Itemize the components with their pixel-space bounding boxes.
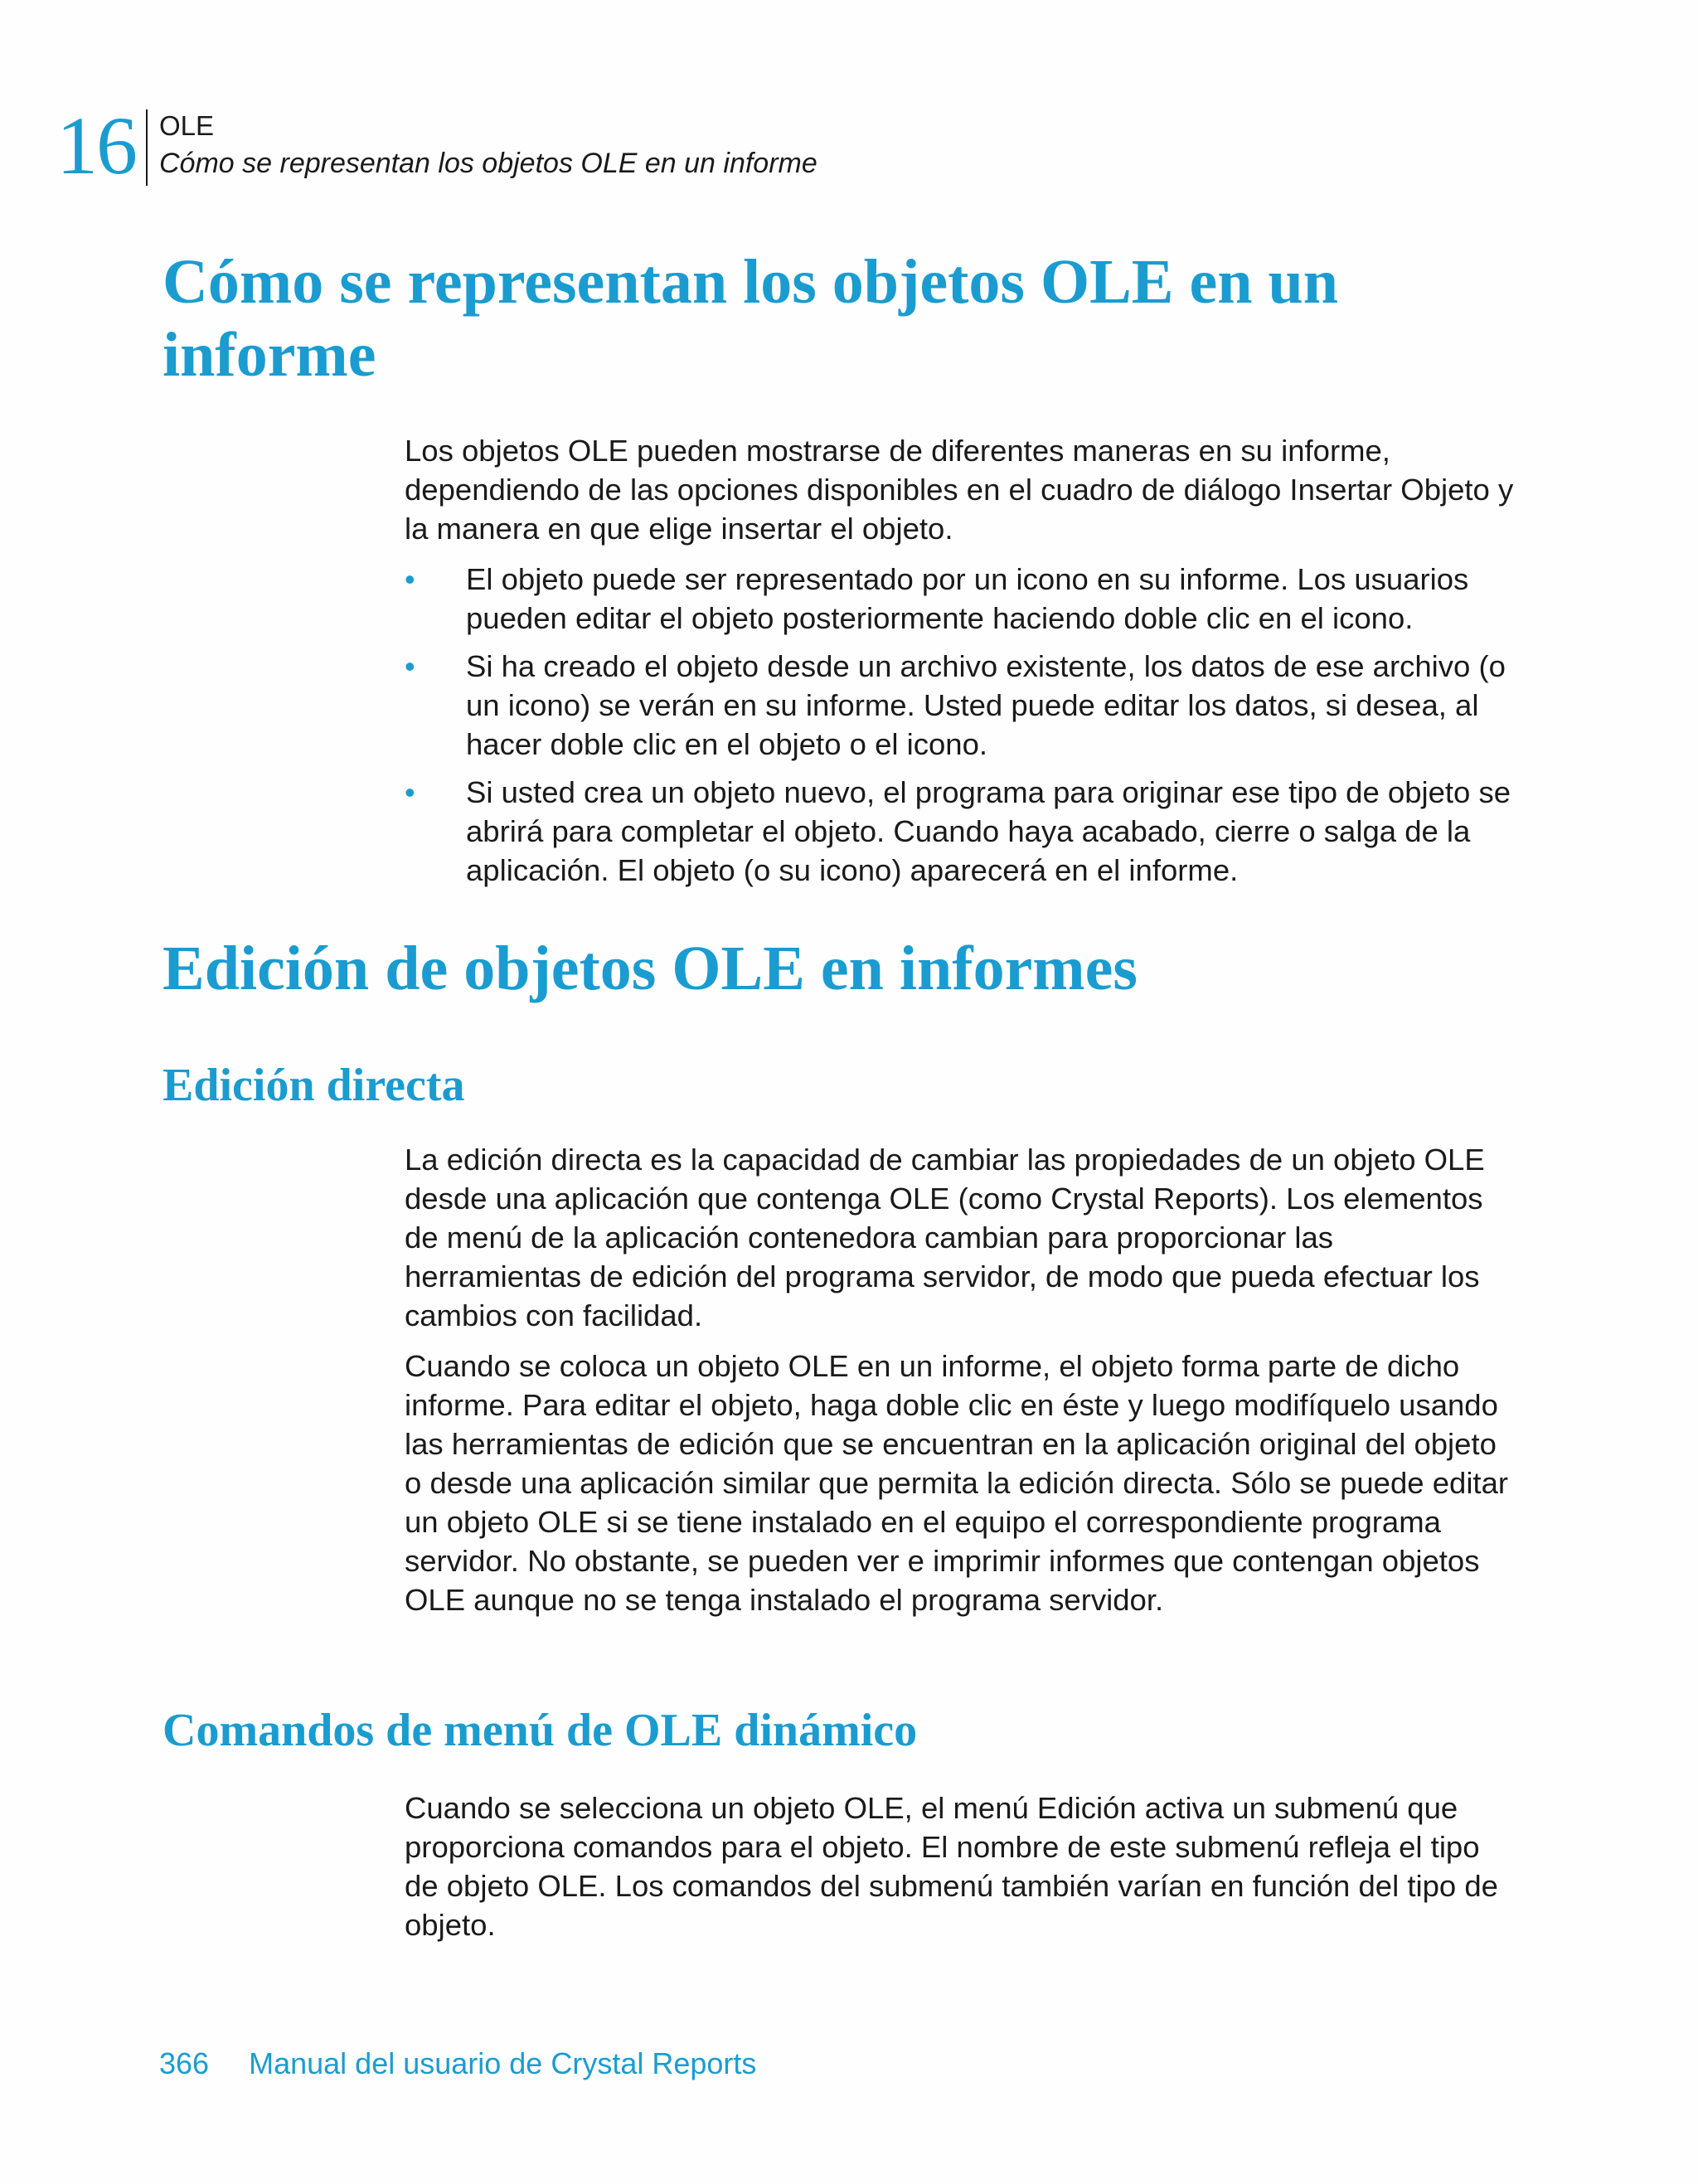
header-section-title: OLE [159, 110, 215, 141]
list-item-text: Si usted crea un objeto nuevo, el programa para originar ese tipo de objeto se abrirá para completar el objeto. Cuando haya acabado, cierre o salga de la aplicación. El objeto (o su icono) aparecerá en el informe. [466, 775, 1511, 887]
page-footer [159, 2045, 756, 2083]
representation-intro: Los objetos OLE pueden mostrarse de diferentes maneras en su informe, dependiendo de las opciones disponibles en el cuadro de diálogo Insertar Objeto y la manera en que elige insertar el objeto. [405, 434, 1514, 546]
direct-editing-paragraph-1: La edición directa es la capacidad de cambiar las propiedades de un objeto OLE desde una aplicación que contenga OLE (como Crystal Reports). Los elementos de menú de la aplicación contenedora cambian para proporcionar las herramientas de edición del programa servidor, de modo que pueda efectuar los cambios con facilidad. [405, 1143, 1485, 1332]
heading-dynamic-menu: Comandos de menú de OLE dinámico [163, 1705, 918, 1756]
chapter-number: 16 [56, 99, 136, 192]
direct-editing-body [405, 1140, 1516, 1631]
header-topic-title: Cómo se representan los objetos OLE en un informe [159, 148, 817, 179]
list-item [405, 773, 1516, 890]
heading-representation-line2: informe [163, 320, 376, 390]
heading-representation-line1: Cómo se representan los objetos OLE en un [163, 247, 1339, 317]
heading-representation [163, 245, 1338, 391]
page-number: 366 [159, 2046, 210, 2080]
direct-editing-paragraph-2: Cuando se coloca un objeto OLE en un informe, el objeto forma parte de dicho informe. Para editar el objeto, haga doble clic en éste y luego modifíquelo usando las herramientas de edición que se encuentran en la aplicación original del objeto o desde una aplicación similar que permita la edición directa. Sólo se puede editar un objeto OLE si se tiene instalado en el equipo el correspondiente programa servidor. No obstante, se pueden ver e imprimir informes que contengan objetos OLE aunque no se tenga instalado el programa servidor. [405, 1349, 1509, 1617]
list-item [405, 560, 1516, 638]
footer-title: Manual del usuario de Crystal Reports [249, 2046, 757, 2080]
bullet-icon: • [405, 562, 415, 596]
header-divider [146, 109, 148, 186]
heading-editing: Edición de objetos OLE en informes [163, 934, 1138, 1003]
list-item [405, 647, 1516, 764]
dynamic-menu-body [405, 1788, 1516, 1956]
representation-body [405, 431, 1516, 899]
list-item-text: Si ha creado el objeto desde un archivo existente, los datos de ese archivo (o un icono) se verán en su informe. Usted puede editar los datos, si desea, al hacer doble clic en el objeto o el icono. [466, 649, 1506, 761]
dynamic-menu-paragraph: Cuando se selecciona un objeto OLE, el menú Edición activa un submenú que proporciona comandos para el objeto. El nombre de este submenú refleja el tipo de objeto OLE. Los comandos del submenú también varían en función del tipo de objeto. [405, 1791, 1498, 1942]
running-header [56, 99, 817, 192]
list-item-text: El objeto puede ser representado por un icono en su informe. Los usuarios pueden editar el objeto posteriormente haciendo doble clic en el icono. [466, 562, 1469, 635]
bullet-icon: • [405, 649, 415, 683]
heading-direct-editing: Edición directa [163, 1060, 465, 1111]
header-text [159, 106, 817, 184]
bullet-icon: • [405, 775, 415, 809]
representation-bullet-list [405, 560, 1516, 890]
